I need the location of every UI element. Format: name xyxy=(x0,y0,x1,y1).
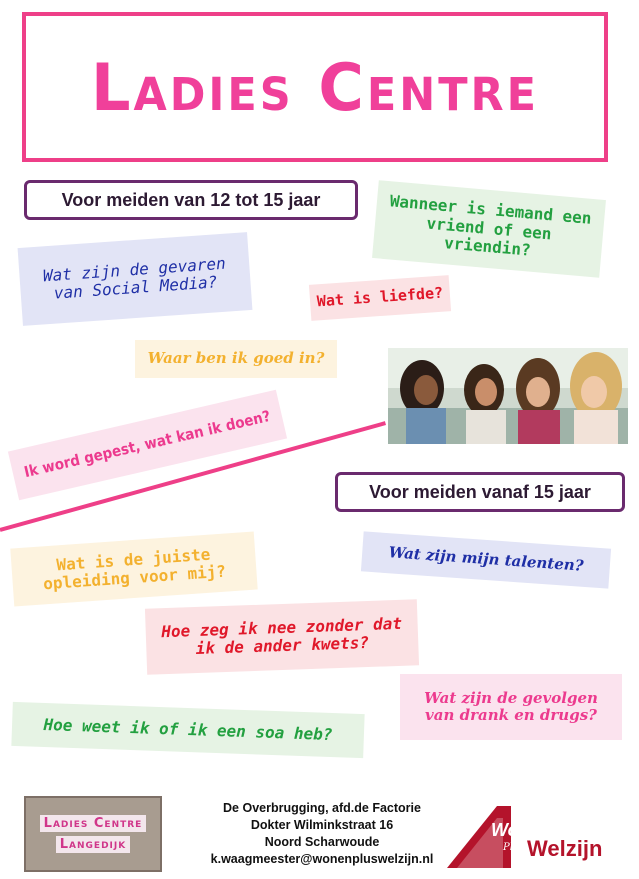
address-line2: Dokter Wilminkstraat 16 xyxy=(250,817,394,832)
logo-plus: Plus xyxy=(503,842,525,853)
age-group-young: Voor meiden van 12 tot 15 jaar xyxy=(24,180,358,220)
question-good-at: Waar ben ik goed in? xyxy=(135,340,337,378)
logo-left-line1: Ladies Centre xyxy=(40,815,147,832)
email: k.waagmeester@wonenpluswelzijn.nl xyxy=(210,851,434,866)
question-love: Wat is liefde? xyxy=(309,275,451,321)
age-group-older: Voor meiden vanaf 15 jaar xyxy=(335,472,625,512)
question-friend: Wanneer is iemand een vriend of een vriendin? xyxy=(372,180,606,278)
question-social-media: Wat zijn de gevaren van Social Media? xyxy=(18,232,253,326)
girls-photo xyxy=(388,348,628,444)
question-talents: Wat zijn mijn talenten? xyxy=(361,531,611,588)
logo-left-line2: Langedijk xyxy=(56,836,130,853)
logo-welzijn: Welzijn xyxy=(527,836,603,861)
logo-wonen: Wonen xyxy=(491,820,551,840)
address-line3: Noord Scharwoude xyxy=(264,834,380,849)
girls-photo-image xyxy=(388,348,628,444)
address-line1: De Overbrugging, afd.de Factorie xyxy=(223,801,421,815)
question-bullied: Ik word gepest, wat kan ik doen? xyxy=(8,390,287,501)
ladies-centre-logo xyxy=(24,796,162,872)
question-education: Wat is de juiste opleiding voor mij? xyxy=(10,532,257,607)
page-title: Ladies Centre xyxy=(90,48,540,126)
question-say-no: Hoe zeg ik nee zonder dat ik de ander kwets? xyxy=(145,599,419,674)
address-block xyxy=(172,800,472,868)
question-std: Hoe weet ik of ik een soa heb? xyxy=(11,702,364,758)
title-box xyxy=(22,12,608,162)
question-alcohol-drugs: Wat zijn de gevolgen van drank en drugs? xyxy=(400,674,622,740)
wonen-plus-welzijn-logo xyxy=(445,800,625,876)
